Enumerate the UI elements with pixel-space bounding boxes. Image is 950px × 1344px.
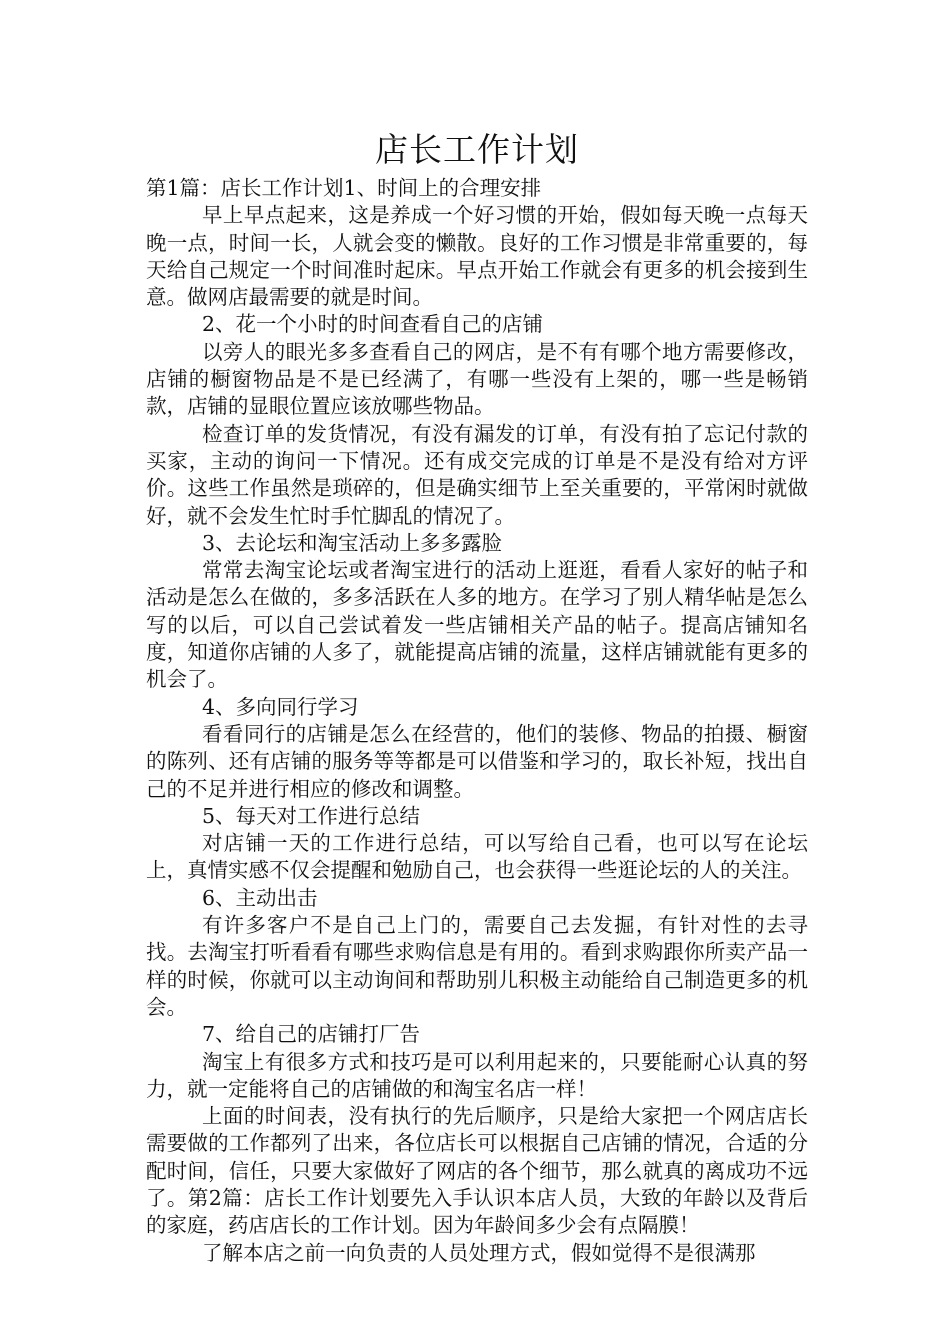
paragraph: 4、多向同行学习 (202, 694, 359, 719)
paragraph: 了解本店之前一向负责的人员处理方式，假如觉得不是很满那 (202, 1240, 756, 1265)
paragraph: 第1篇：店长工作计划1、时间上的合理安排 (146, 176, 542, 200)
paragraph: 以旁人的眼光多多查看自己的网店，是不有有哪个地方需要修改，店铺的橱窗物品是不是已经满了，有哪一些没有上架的，哪一些是畅销款，店铺的显眼位置应该放哪些物品。 (146, 339, 808, 419)
paragraph: 3、去论坛和淘宝活动上多多露脸 (202, 530, 503, 555)
paragraph: 上面的时间表，没有执行的先后顺序，只是给大家把一个网店店长需要做的工作都列了出来，各位店长可以根据自己店铺的情况，合适的分配时间，信任，只要大家做好了网店的各个细节，那么就真的离成功不远了。第2篇：店长工作计划要先入手认识本店人员，大致的年龄以及背后的家庭，药店店长的工作计划。因为年龄间多少会有点隔膜！ (146, 1104, 808, 1238)
paragraph: 5、每天对工作进行总结 (202, 803, 421, 828)
paragraph: 对店铺一天的工作进行总结，可以写给自己看，也可以写在论坛上，真情实感不仅会提醒和勉励自己，也会获得一些逛论坛的人的关注。 (146, 831, 808, 883)
paragraph: 7、给自己的店铺打厂告 (202, 1022, 421, 1047)
paragraph: 6、主动出击 (202, 885, 318, 910)
paragraph: 淘宝上有很多方式和技巧是可以利用起来的，只要能耐心认真的努力，就一定能将自己的店铺做的和淘宝名店一样！ (146, 1049, 808, 1101)
paragraph: 常常去淘宝论坛或者淘宝进行的活动上逛逛，看看人家好的帖子和活动是怎么在做的，多多活跃在人多的地方。在学习了别人精华帖是怎么写的以后，可以自己尝试着发一些店铺相关产品的帖子。提高店铺知名度，知道你店铺的人多了，就能提高店铺的流量，这样店铺就能有更多的机会了。 (146, 558, 808, 692)
paragraph: 早上早点起来，这是养成一个好习惯的开始，假如每天晚一点每天晚一点，时间一长，人就会变的懒散。良好的工作习惯是非常重要的，每天给自己规定一个时间准时起床。早点开始工作就会有更多的机会接到生意。做网店最需要的就是时间。 (146, 203, 808, 310)
paragraph: 有许多客户不是自己上门的，需要自己去发掘，有针对性的去寻找。去淘宝打听看看有哪些求购信息是有用的。看到求购跟你所卖产品一样的时候，你就可以主动询间和帮助别儿积极主动能给自己制造更多的机会。 (146, 913, 808, 1019)
document-title: 店长工作计划 (375, 130, 579, 169)
document-page (146, 125, 808, 1267)
paragraph: 检查订单的发货情况，有没有漏发的订单，有没有拍了忘记付款的买家，主动的询问一下情况。还有成交完成的订单是不是没有给对方评价。这些工作虽然是琐碎的，但是确实细节上至关重要的，平常闲时就做好，就不会发生忙时手忙脚乱的情况了。 (146, 421, 808, 528)
document-body (146, 175, 808, 1267)
paragraph: 2、花一个小时的时间查看自己的店铺 (202, 312, 544, 337)
paragraph: 看看同行的店铺是怎么在经营的，他们的装修、物品的拍摄、橱窗的陈列、还有店铺的服务等等都是可以借鉴和学习的，取长补短，找出自己的不足并进行相应的修改和调整。 (146, 721, 808, 801)
